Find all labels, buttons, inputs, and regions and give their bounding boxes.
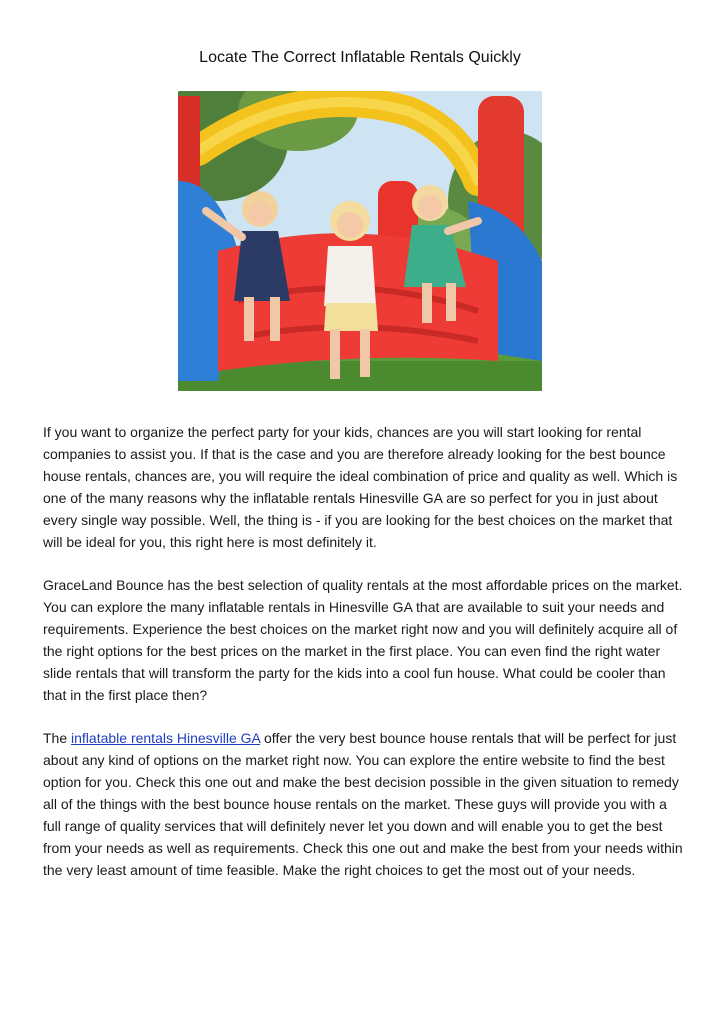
paragraph-3-lead: The	[43, 730, 72, 746]
page-title: Locate The Correct Inflatable Rentals Quickly	[199, 49, 521, 66]
article-body	[43, 421, 683, 902]
hero-image	[178, 91, 542, 391]
paragraph-2: GraceLand Bounce has the best selection of quality rentals at the most affordable prices on the market. You can explore the many inflatable rentals in Hinesville GA that are available to suit your needs and requirements. Experience the best choices on the market right now and you will definitely acquire all of the right options for the best prices on the market in the first place. You can even find the right water slide rentals that will transform the party for the kids into a cool fun house. What could be cooler than that in the first place then?	[43, 577, 683, 703]
paragraph-3-rest: offer the very best bounce house rentals that will be perfect for just about any kind of options on the market right now. You can explore the entire website to find the best option for you. Check this one out and make the best decision possible in the given situation to remedy all of the things with the best bounce house rentals on the market. These guys will provide you with a full range of quality services that will definitely never let you down and will enable you to get the best from your needs as well as requirements. Check this one out and make the best from your needs within the very least amount of time feasible. Make the right choices to get the most out of your needs.	[43, 730, 683, 878]
paragraph-3	[43, 727, 683, 881]
inflatable-rentals-link[interactable]: inflatable rentals Hinesville GA	[71, 730, 261, 746]
bounce-house-photo	[178, 91, 542, 391]
paragraph-1: If you want to organize the perfect party for your kids, chances are you will start looking for rental companies to assist you. If that is the case and you are therefore already looking for the best bounce house rentals, chances are, you will require the ideal combination of price and quality as well. Which is one of the many reasons why the inflatable rentals Hinesville GA are so perfect for you in just about every single way possible. Well, the thing is - if you are looking for the best choices on the market that will be ideal for you, this right here is most definitely it.	[43, 424, 678, 550]
